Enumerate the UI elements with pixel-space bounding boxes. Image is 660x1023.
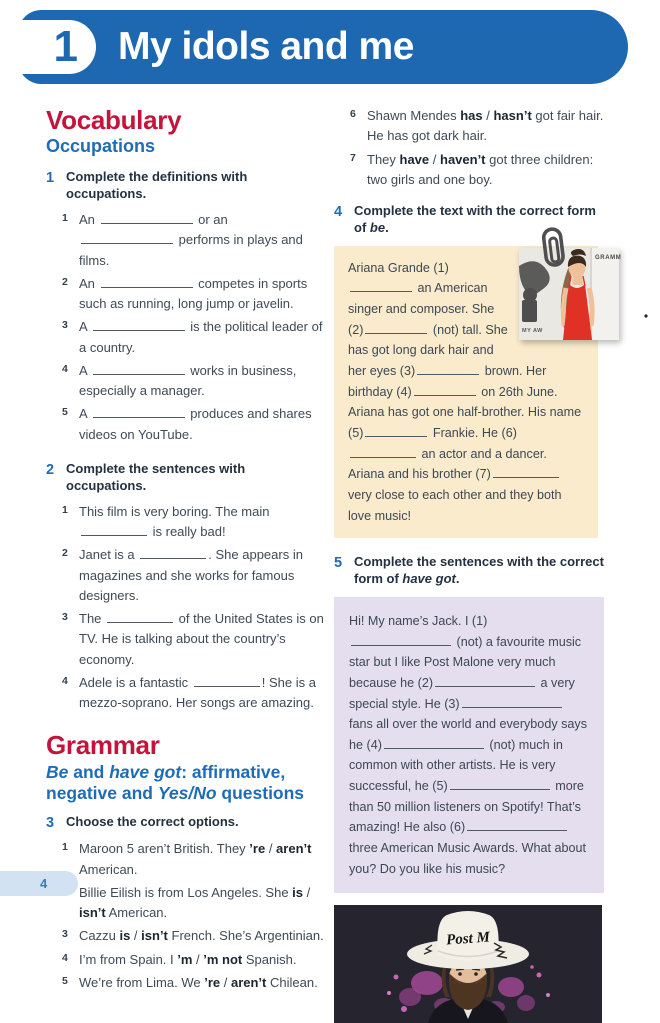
item-number: 2 [62, 275, 68, 288]
item-text: Billie Eilish is from Los Angeles. She is / isn’t American. [79, 884, 311, 921]
exercise-4-heading [334, 203, 610, 237]
item-text: Maroon 5 aren’t British. They ’re / aren’t American. [79, 841, 312, 877]
exercise-2-heading [46, 461, 324, 495]
answer-blank [81, 232, 173, 244]
item-number: 6 [350, 108, 356, 120]
answer-blank [93, 406, 185, 418]
exercise-item [62, 317, 324, 358]
answer-blank [101, 276, 193, 288]
unit-title: My idols and me [118, 25, 414, 68]
left-column [46, 106, 324, 996]
answer-blank [81, 524, 147, 536]
exercise-2-number: 2 [46, 461, 55, 478]
item-number: 1 [62, 841, 68, 854]
exercise-3-items [62, 839, 324, 993]
item-text: A works in business, especially a manager. [79, 362, 297, 399]
unit-number-text: 1 [53, 22, 78, 71]
item-number: 4 [62, 362, 68, 375]
exercise-item [62, 502, 324, 543]
jack-text: Hi! My name’s Jack. I (1) (not) a favourite music star but I like Post Malone very much because he (2) a very special style. He (3) fans all over the world and everybody says he (4) (not) much in common with other artists. He is very successful, he (5) more than 50 million listeners on Spotify! That’s amazing! He also (6) three American Music Awards. What about you? Do you like his music? [349, 613, 588, 876]
exercise-2-instruction: Complete the sentences with occupations. [66, 460, 246, 493]
exercise-5-heading [334, 554, 610, 588]
item-text: A is the political leader of a country. [79, 319, 323, 355]
exercise-item [62, 839, 324, 880]
answer-blank [493, 466, 559, 478]
item-text: I’m from Spain. I ’m / ’m not Spanish. [79, 951, 297, 967]
answer-blank [435, 675, 535, 687]
exercise-item [62, 673, 324, 714]
exercise-4-number: 4 [334, 204, 343, 221]
answer-blank [350, 446, 416, 458]
item-text: An competes in sports such as running, long jump or javelin. [79, 275, 308, 312]
answer-blank [350, 280, 412, 292]
ariana-text: Ariana Grande (1) an American singer and composer. She (2) (not) tall. She has got long dark hair and her eyes (3) brown. Her birthday (4) on 26th June. Ariana has got one half-brother. His name (5) Frankie. He (6) an actor and a dancer. Ariana and his brother (7) very close to each other and they both love music! [348, 260, 582, 523]
exercise-item [62, 609, 324, 670]
exercise-3-continuation-items [350, 106, 610, 190]
answer-blank [414, 384, 476, 396]
answer-blank [194, 675, 260, 687]
answer-blank [462, 696, 562, 708]
answer-blank [365, 425, 427, 437]
page-number-tab [0, 871, 78, 896]
answer-blank [351, 634, 451, 646]
exercise-1-heading [46, 169, 324, 203]
exercise-item [62, 210, 324, 271]
exercise-item [62, 973, 324, 993]
grammy-wall-text-2: MY AW [522, 327, 543, 334]
exercise-item [62, 274, 324, 315]
exercise-3-heading [46, 814, 324, 832]
grammar-heading: Grammar [46, 730, 160, 761]
item-number: 5 [62, 406, 68, 419]
grammy-wall-text: GRAMM [595, 254, 622, 261]
item-number: 4 [62, 674, 68, 687]
exercise-item [62, 883, 324, 924]
ariana-photo-frame [519, 248, 622, 340]
item-number: 3 [62, 928, 68, 941]
exercise-3-number: 3 [46, 815, 55, 832]
item-text: Adele is a fantastic ! She is a mezzo-soprano. Her songs are amazing. [79, 674, 316, 711]
item-text: We’re from Lima. We ’re / aren’t Chilean. [79, 975, 318, 991]
answer-blank [467, 819, 567, 831]
item-number: 1 [62, 503, 68, 516]
exercise-1-instruction: Complete the definitions with occupations. [66, 169, 248, 202]
answer-blank [365, 322, 427, 334]
answer-blank [107, 611, 173, 623]
exercise-3-instruction: Choose the correct options. [66, 814, 239, 830]
answer-blank [101, 212, 193, 224]
item-text: Janet is a . She appears in magazines and she works for famous designers. [79, 547, 303, 603]
exercise-item [62, 926, 324, 946]
answer-blank [384, 737, 484, 749]
exercise-item [62, 950, 324, 970]
exercise-5-number: 5 [334, 555, 343, 572]
item-text: The of the United States is on TV. He is talking about the country’s economy. [79, 611, 324, 667]
item-number: 3 [62, 319, 68, 332]
unit-banner [18, 10, 628, 84]
item-number: 7 [350, 151, 356, 164]
answer-blank [93, 319, 185, 331]
answer-blank [417, 363, 479, 375]
item-text: Cazzu is / isn’t French. She’s Argentinian. [79, 928, 324, 944]
occupations-subheading: Occupations [46, 135, 156, 156]
exercise-item [350, 150, 610, 191]
ariana-text-box [334, 246, 622, 538]
exercise-2-items [62, 502, 324, 714]
exercise-item [62, 404, 324, 445]
item-number: 4 [62, 951, 68, 964]
item-text: Shawn Mendes has / hasn’t got fair hair. He has got dark hair. [367, 108, 604, 144]
answer-blank [140, 547, 206, 559]
item-text: An or an performs in plays and films. [79, 212, 303, 268]
exercise-1-items [62, 210, 324, 445]
paperclip-icon [539, 225, 570, 270]
ariana-grande-photo [519, 248, 622, 340]
right-column [334, 106, 622, 1023]
hat-text: Post M [445, 929, 491, 949]
page-number: 4 [40, 876, 48, 891]
jack-text-box [334, 597, 604, 893]
item-number: 5 [62, 975, 68, 988]
item-text: A produces and shares videos on YouTube. [79, 406, 312, 442]
exercise-4-instruction: Complete the text with the correct form of be. [354, 203, 596, 235]
unit-number [0, 20, 96, 74]
item-number: 2 [62, 547, 68, 560]
answer-blank [450, 778, 550, 790]
post-malone-photo [334, 905, 602, 1023]
item-text: They have / haven’t got three children: two girls and one boy. [367, 151, 594, 187]
exercise-item [62, 545, 324, 606]
exercise-item [62, 361, 324, 402]
exercise-5-instruction: Complete the sentences with the correct form of have got. [354, 554, 604, 587]
exercise-1-number: 1 [46, 170, 55, 187]
answer-blank [93, 363, 185, 375]
vocabulary-heading: Vocabulary [46, 105, 182, 135]
item-text: This film is very boring. The main is really bad! [79, 503, 270, 540]
item-number: 1 [62, 212, 68, 225]
exercise-item [350, 106, 610, 147]
item-number: 3 [62, 611, 68, 624]
grammar-subtitle: Be and have got: affirmative, negative and Yes/No questions [46, 762, 305, 803]
